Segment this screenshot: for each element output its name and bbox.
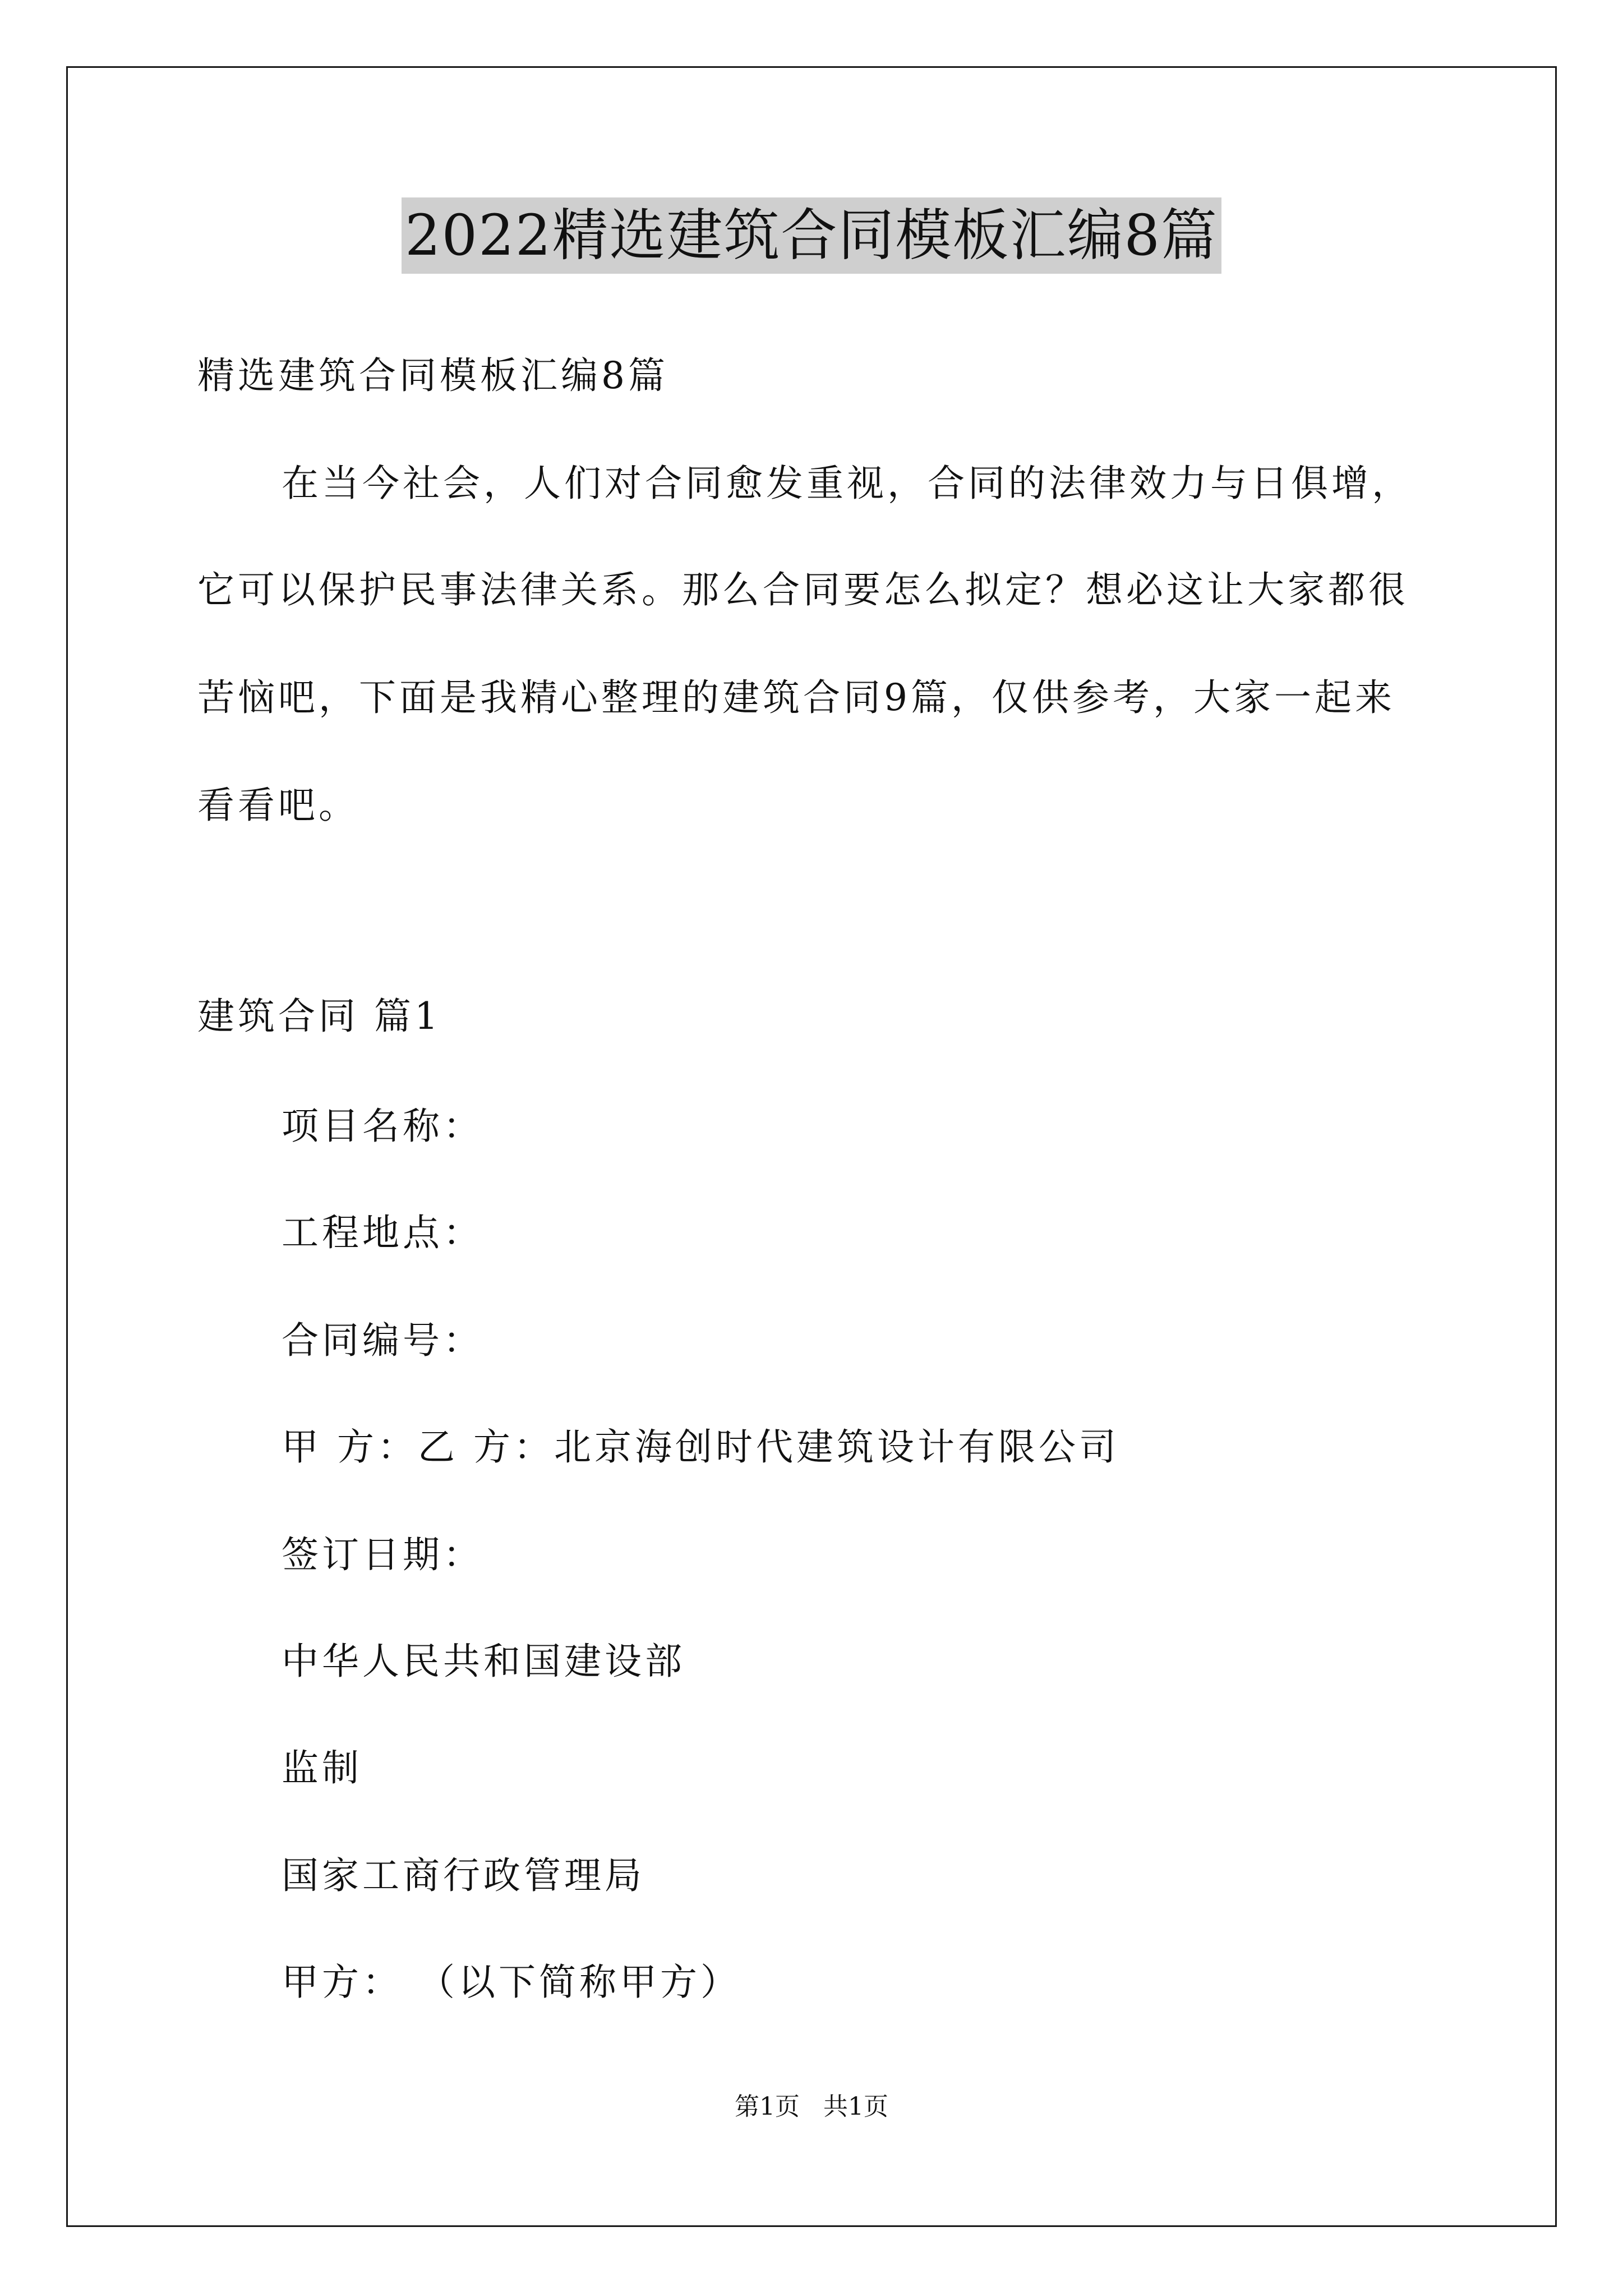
intro-line-3: 苦恼吧，下面是我精心整理的建筑合同9篇，仅供参考，大家一起来 [197,676,1395,719]
field-ministry: 中华人民共和国建设部 [282,1640,685,1683]
document-title: 2022精选建筑合同模板汇编8篇 [402,197,1221,274]
field-signing-date: 签订日期： [282,1533,483,1576]
page-footer: 第1页 共1页 [735,2092,888,2121]
intro-line-2: 它可以保护民事法律关系。那么合同要怎么拟定？想必这让大家都很 [197,568,1409,611]
section-heading: 建筑合同 篇1 [197,995,441,1038]
document-subtitle: 精选建筑合同模板汇编8篇 [197,354,668,397]
field-project-location: 工程地点： [282,1211,483,1254]
field-administration: 国家工商行政管理局 [282,1854,645,1897]
intro-line-1: 在当今社会，人们对合同愈发重视，合同的法律效力与日俱增， [282,462,1412,505]
field-party-a: 甲方： （以下简称甲方） [282,1961,741,2004]
field-supervision: 监制 [282,1746,362,1789]
intro-line-4: 看看吧。 [197,784,359,827]
field-project-name: 项目名称： [282,1105,483,1148]
title-container [0,197,1623,274]
field-parties: 甲 方：乙 方：北京海创时代建筑设计有限公司 [282,1425,1119,1469]
field-contract-number: 合同编号： [282,1319,483,1362]
